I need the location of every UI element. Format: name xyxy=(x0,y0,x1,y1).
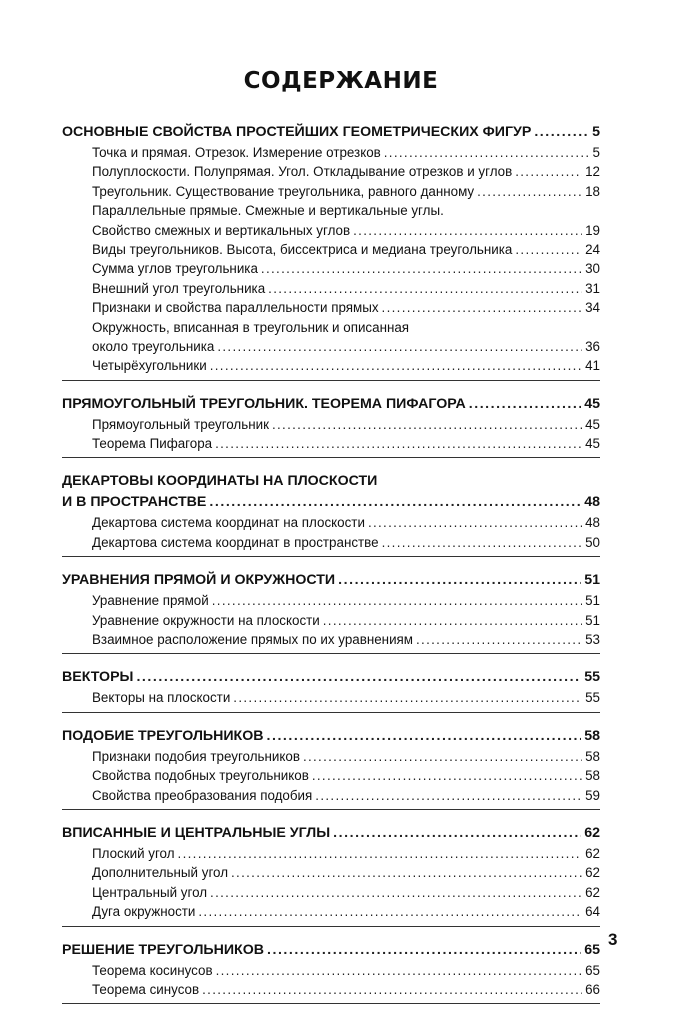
toc-entry[interactable] xyxy=(62,844,600,863)
toc-entry-text: Уравнение окружности на плоскости xyxy=(92,612,320,628)
toc-section xyxy=(62,570,600,654)
toc-entry[interactable] xyxy=(62,337,600,356)
toc-entry-text: Признаки подобия треугольников xyxy=(92,748,300,764)
toc-entry-page: 51 xyxy=(585,593,600,609)
dot-leader xyxy=(267,940,581,961)
toc-section-heading-page: 58 xyxy=(584,727,600,744)
toc-section-heading[interactable] xyxy=(62,940,600,961)
toc-entry-text: Дополнительный угол xyxy=(92,865,229,881)
toc-entry-text: Уравнение прямой xyxy=(92,593,209,609)
toc-entry[interactable] xyxy=(62,259,600,278)
toc-entry-text: Теорема Пифагора xyxy=(92,436,213,452)
toc-entry[interactable] xyxy=(62,279,600,298)
toc-entry-page: 19 xyxy=(585,222,600,238)
toc-section-heading-text: ВЕКТОРЫ xyxy=(62,669,134,686)
toc-entry[interactable] xyxy=(62,533,600,552)
dot-leader xyxy=(382,533,583,552)
toc-section-heading-page: 48 xyxy=(584,494,600,511)
toc-entry-page: 62 xyxy=(585,865,600,881)
toc-entry-text: Внешний угол треугольника xyxy=(92,280,266,296)
toc-section-heading[interactable] xyxy=(62,492,600,513)
page-number: 3 xyxy=(608,930,618,949)
dot-leader xyxy=(477,182,582,201)
toc-entry[interactable] xyxy=(62,902,600,921)
dot-leader xyxy=(416,630,582,649)
toc-entry-page: 18 xyxy=(585,183,600,199)
toc-entry-text: Теорема косинусов xyxy=(92,962,213,978)
dot-leader xyxy=(217,337,582,356)
toc-section xyxy=(62,122,600,381)
toc-entry-page: 41 xyxy=(585,358,600,374)
toc-section xyxy=(62,667,600,712)
dot-leader xyxy=(209,492,581,513)
toc-section-heading[interactable] xyxy=(62,394,600,415)
toc-entry-page: 51 xyxy=(585,612,600,628)
toc-entry-page: 5 xyxy=(592,145,600,160)
dot-leader xyxy=(315,786,582,805)
dot-leader xyxy=(210,356,582,375)
toc-section-heading-text: РЕШЕНИЕ ТРЕУГОЛЬНИКОВ xyxy=(62,941,264,958)
toc-section xyxy=(62,823,600,927)
dot-leader xyxy=(384,143,590,162)
toc-entry-page: 24 xyxy=(585,241,600,257)
dot-leader xyxy=(323,611,582,630)
toc-entry-text: Полуплоскости. Полупрямая. Угол. Откладывание отрезков и углов xyxy=(92,164,513,180)
toc-entry-page: 59 xyxy=(585,787,600,803)
toc-section-heading[interactable] xyxy=(62,570,600,591)
dot-leader xyxy=(353,221,582,240)
toc-entry-text: Параллельные прямые. Смежные и вертикальные углы. xyxy=(92,203,444,219)
dot-leader xyxy=(266,726,581,747)
dot-leader xyxy=(368,513,582,532)
toc-entry-page: 55 xyxy=(585,690,600,706)
toc-entry[interactable] xyxy=(62,221,600,240)
toc-entry[interactable] xyxy=(62,688,600,707)
toc-entry-text: Четырёхугольники xyxy=(92,358,207,374)
toc-entry-text: Виды треугольников. Высота, биссектриса и медиана треугольника xyxy=(92,241,513,257)
toc-entry-page: 65 xyxy=(585,962,600,978)
dot-leader xyxy=(212,591,582,610)
toc-entry-page: 58 xyxy=(585,768,600,784)
toc-entry-page: 12 xyxy=(585,164,600,180)
dot-leader xyxy=(268,279,582,298)
toc-section-heading[interactable] xyxy=(62,667,600,688)
dot-leader xyxy=(469,394,581,415)
toc-entry[interactable] xyxy=(62,630,600,649)
dot-leader xyxy=(534,122,589,143)
toc-entry-text: Свойства подобных треугольников xyxy=(92,768,309,784)
toc-entry-page: 31 xyxy=(585,280,600,296)
toc-section-heading-text: ПОДОБИЕ ТРЕУГОЛЬНИКОВ xyxy=(62,727,264,744)
toc-section-heading[interactable] xyxy=(62,122,600,143)
toc-entry-page: 45 xyxy=(585,416,600,432)
toc-section-heading-page: 45 xyxy=(584,395,600,412)
dot-leader xyxy=(136,667,581,688)
table-of-contents xyxy=(62,122,600,1017)
toc-entry-text: Взаимное расположение прямых по их уравнениям xyxy=(92,632,414,648)
toc-entry[interactable] xyxy=(62,143,600,162)
toc-entry[interactable] xyxy=(62,591,600,610)
toc-entry-text: Плоский угол xyxy=(92,845,175,861)
toc-entry-page: 36 xyxy=(585,338,600,354)
dot-leader xyxy=(210,883,582,902)
toc-entry[interactable] xyxy=(62,747,600,766)
toc-entry-text: Сумма углов треугольника xyxy=(92,261,258,277)
toc-entry-page: 34 xyxy=(585,300,600,316)
toc-section xyxy=(62,394,600,459)
toc-section-heading-text: И В ПРОСТРАНСТВЕ xyxy=(62,494,207,511)
toc-entry-page: 58 xyxy=(585,748,600,764)
toc-entry[interactable] xyxy=(62,162,600,181)
dot-leader xyxy=(198,902,582,921)
toc-section-heading-text: ОСНОВНЫЕ СВОЙСТВА ПРОСТЕЙШИХ ГЕОМЕТРИЧЕСКИХ ФИГУР xyxy=(62,124,532,140)
toc-section xyxy=(62,940,600,1005)
toc-entry[interactable] xyxy=(62,786,600,805)
dot-leader xyxy=(233,688,582,707)
toc-entry[interactable] xyxy=(62,356,600,375)
toc-entry[interactable] xyxy=(62,961,600,980)
toc-entry-page: 50 xyxy=(585,534,600,550)
toc-entry[interactable] xyxy=(62,201,600,220)
toc-section-heading[interactable] xyxy=(62,471,600,492)
page-title: СОДЕРЖАНИЕ xyxy=(243,68,439,94)
toc-entry-text: Свойство смежных и вертикальных углов xyxy=(92,222,351,238)
dot-leader xyxy=(515,240,582,259)
toc-entry-text: Декартова система координат на плоскости xyxy=(92,515,365,531)
toc-entry-text: Прямоугольный треугольник xyxy=(92,416,269,432)
toc-entry[interactable] xyxy=(62,182,600,201)
toc-entry[interactable] xyxy=(62,434,600,453)
toc-entry[interactable] xyxy=(62,513,600,532)
toc-section xyxy=(62,726,600,810)
toc-section-heading-text: ПРЯМОУГОЛЬНЫЙ ТРЕУГОЛЬНИК. ТЕОРЕМА ПИФАГОРА xyxy=(62,395,466,412)
toc-entry[interactable] xyxy=(62,611,600,630)
dot-leader xyxy=(515,162,582,181)
toc-entry-text: Свойства преобразования подобия xyxy=(92,787,313,803)
toc-entry[interactable] xyxy=(62,766,600,785)
dot-leader xyxy=(312,766,582,785)
toc-entry[interactable] xyxy=(62,298,600,317)
toc-section-heading[interactable] xyxy=(62,823,600,844)
toc-entry[interactable] xyxy=(62,240,600,259)
dot-leader xyxy=(215,434,582,453)
toc-entry-text: Декартова система координат в пространстве xyxy=(92,534,379,550)
toc-section-heading[interactable] xyxy=(62,726,600,747)
toc-entry-page: 64 xyxy=(585,904,600,920)
toc-entry-page: 30 xyxy=(585,261,600,277)
toc-entry-page: 62 xyxy=(585,845,600,861)
dot-leader xyxy=(382,298,583,317)
toc-entry-text: Признаки и свойства параллельности прямых xyxy=(92,300,379,316)
toc-section-heading-page: 51 xyxy=(584,572,600,589)
toc-entry-page: 53 xyxy=(585,632,600,648)
toc-entry-page: 66 xyxy=(585,981,600,997)
dot-leader xyxy=(261,259,582,278)
toc-entry-text: Теорема синусов xyxy=(92,981,200,997)
dot-leader xyxy=(338,570,581,591)
toc-section-heading-page: 55 xyxy=(584,669,600,686)
toc-entry[interactable] xyxy=(62,883,600,902)
toc-section-heading-page: 5 xyxy=(592,124,600,140)
toc-entry-text: Окружность, вписанная в треугольник и описанная xyxy=(92,319,410,335)
dot-leader xyxy=(303,747,582,766)
toc-entry-page: 45 xyxy=(585,436,600,452)
toc-entry[interactable] xyxy=(62,980,600,999)
toc-entry[interactable] xyxy=(62,415,600,434)
toc-section-heading-page: 62 xyxy=(584,824,600,841)
toc-entry[interactable] xyxy=(62,318,600,337)
dot-leader xyxy=(178,844,583,863)
toc-entry-text: Дуга окружности xyxy=(92,904,196,920)
toc-entry-text: Точка и прямая. Отрезок. Измерение отрезков xyxy=(92,145,381,160)
dot-leader xyxy=(231,863,582,882)
toc-entry-page: 62 xyxy=(585,884,600,900)
toc-entry-text: Треугольник. Существование треугольника, равного данному xyxy=(92,183,475,199)
dot-leader xyxy=(216,961,583,980)
dot-leader xyxy=(202,980,582,999)
dot-leader xyxy=(272,415,582,434)
toc-entry-text: около треугольника xyxy=(92,338,215,354)
toc-entry-text: Векторы на плоскости xyxy=(92,690,231,706)
toc-section-heading-page: 65 xyxy=(584,941,600,958)
toc-section-heading-text: ВПИСАННЫЕ И ЦЕНТРАЛЬНЫЕ УГЛЫ xyxy=(62,824,331,841)
toc-section-heading-text: ДЕКАРТОВЫ КООРДИНАТЫ НА ПЛОСКОСТИ xyxy=(62,473,378,490)
toc-entry[interactable] xyxy=(62,863,600,882)
toc-section xyxy=(62,471,600,557)
toc-entry-text: Центральный угол xyxy=(92,884,208,900)
toc-entry-page: 48 xyxy=(585,515,600,531)
toc-section-heading-text: УРАВНЕНИЯ ПРЯМОЙ И ОКРУЖНОСТИ xyxy=(62,572,336,589)
dot-leader xyxy=(333,823,581,844)
